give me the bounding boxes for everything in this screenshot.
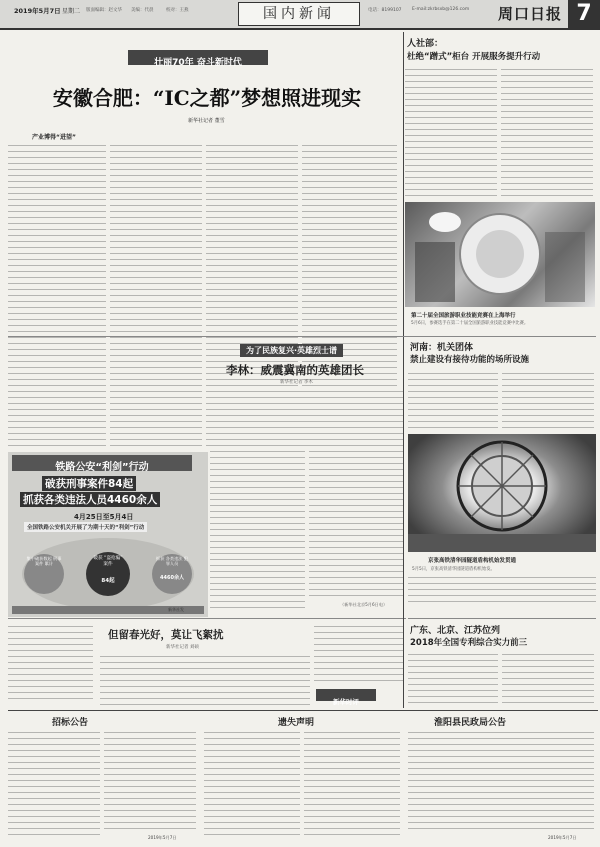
patent-headline-1: 广东、北京、江苏位列 — [410, 626, 501, 636]
hero-body-1 — [210, 388, 305, 610]
railway-title-text: 铁路公安“利剑”行动 — [55, 462, 149, 473]
notices-strip — [8, 710, 598, 845]
catkin-body-left — [8, 623, 93, 703]
railway-circle-2: 破获 “盗抢骗” 案件 — [93, 556, 123, 567]
patent-body-1 — [408, 651, 498, 705]
hero-note: （新华社北京5月6日电） — [340, 602, 388, 607]
anhui-subhead-1: 产业博得“进望” — [32, 134, 76, 141]
catkin-byline: 新华社记者 刘硕 — [166, 645, 199, 650]
hero-article — [210, 338, 405, 618]
anhui-byline: 新华社记者 董雪 — [188, 118, 225, 124]
phone: 电话：8199107 — [368, 8, 402, 13]
catkin-body-right — [314, 623, 404, 685]
labor-headline-1: 人社部： — [407, 39, 444, 49]
lost-body-1 — [204, 729, 300, 839]
railway-title — [12, 455, 192, 471]
catkin-headline: 但留春光好，莫让飞絮扰 — [108, 629, 224, 641]
henan-body-2 — [502, 370, 594, 430]
railway-line1: 破获刑事案件84起 — [42, 476, 136, 491]
tunnel-caption: 5月5日，京张高铁清华园隧道盾构机始发。 — [412, 567, 495, 572]
recruit-body-2 — [104, 729, 196, 833]
paper-logo: 周口日报 — [498, 5, 563, 23]
railway-credit: 新华社发 — [168, 607, 184, 612]
proof-credit: 校对：王燕 — [166, 8, 189, 13]
railway-line4: 全国铁路公安机关开展了为期十天的“利剑”行动 — [24, 522, 147, 532]
hero-byline: 新华社记者 李木 — [280, 380, 313, 385]
labor-caption: 第二十届全国旅游职业技能竞赛在上海举行 — [411, 313, 516, 319]
anhui-headline: 安徽合肥：“IC之都”梦想照进现实 — [52, 86, 362, 110]
henan-body-1 — [408, 370, 498, 430]
civil-affairs-notice — [408, 713, 596, 843]
labor-body-1 — [405, 66, 497, 200]
issue-weekday: 星期二 — [62, 8, 81, 15]
railway-circle-1: 集中破获数起 刑事案件 累计 — [26, 556, 62, 566]
railway-line3: 4月25日至5月4日 — [74, 513, 134, 521]
tunnel-photo — [408, 434, 596, 552]
patent-article — [408, 618, 596, 709]
tunnel-photo-caption: 京张高铁清华园隧道盾构机始发贯通 — [428, 558, 517, 564]
section-title — [238, 2, 360, 26]
recruit-notice — [8, 713, 198, 843]
labor-article — [405, 32, 595, 332]
xinhua-label-text: 新华时评 — [333, 698, 359, 706]
railway-infographic — [8, 452, 208, 617]
lost-body-2 — [304, 729, 400, 839]
civil-body — [408, 729, 594, 833]
railway-line2: 抓获各类违法人员4460余人 — [20, 492, 160, 507]
civil-title: 淮阳县民政局公告 — [434, 718, 507, 728]
section-title-text: 国内新闻 — [263, 6, 335, 22]
hero-headline: 李林：威震冀南的英雄团长 — [226, 363, 364, 377]
civil-date: 2019年5月7日 — [548, 835, 577, 840]
masthead — [0, 0, 600, 30]
henan-headline-1: 河南：机关团体 — [410, 343, 474, 353]
railway-circle-2-value: 84起 — [101, 578, 115, 584]
banner — [128, 50, 268, 68]
hero-kicker: 为了民族复兴·英雄烈士谱 — [240, 344, 343, 357]
catkin-body-mid — [100, 653, 310, 705]
banner-text: 壮丽70年 奋斗新时代 — [154, 58, 242, 68]
henan-headline-2: 禁止建设有接待功能的场所设施 — [410, 355, 530, 365]
lost-notice — [204, 713, 402, 843]
editor-credit: 版面编辑：赵文华 — [86, 8, 122, 13]
catkin-article — [8, 618, 406, 709]
column-divider-vertical — [403, 32, 404, 708]
page-number: 7 — [568, 0, 600, 28]
anhui-body-col-2 — [110, 142, 202, 447]
issue-date: 2019年5月7日 — [14, 7, 61, 15]
hero-body-2 — [309, 388, 404, 600]
tunnel-boring-machine-icon — [408, 434, 596, 552]
labor-photo — [405, 202, 595, 307]
email: E-mail:zkrbsxb@126.com — [412, 7, 470, 12]
railway-circle-3-value: 4460余人 — [160, 575, 184, 581]
anhui-body-col-1-fill — [8, 142, 106, 447]
recruit-title: 招标公告 — [52, 718, 89, 728]
labor-body-2 — [501, 66, 593, 200]
railway-circle-3: 抓获 各类违法 犯罪人员 — [156, 556, 188, 566]
patent-headline-2: 2018年全国专利综合实力前三 — [410, 638, 528, 648]
recruit-body-1 — [8, 729, 100, 839]
labor-headline-2: 杜绝“蹭式”柜台 开展服务提升行动 — [407, 52, 541, 62]
henan-article — [408, 338, 596, 613]
patent-body-2 — [502, 651, 594, 705]
section-divider-horizontal — [8, 336, 596, 337]
xinhua-commentary-label — [316, 689, 376, 706]
recruit-date: 2019年5月7日 — [148, 835, 177, 840]
lost-title: 遗失声明 — [278, 718, 315, 728]
chef-photo-icon — [405, 202, 595, 307]
designer-credit: 美编：代晨 — [131, 8, 154, 13]
tunnel-caption-body — [408, 574, 596, 604]
labor-photo-caption: 5月6日，参赛选手在第二十届全国旅游职业技能竞赛中比赛。 — [411, 321, 529, 326]
